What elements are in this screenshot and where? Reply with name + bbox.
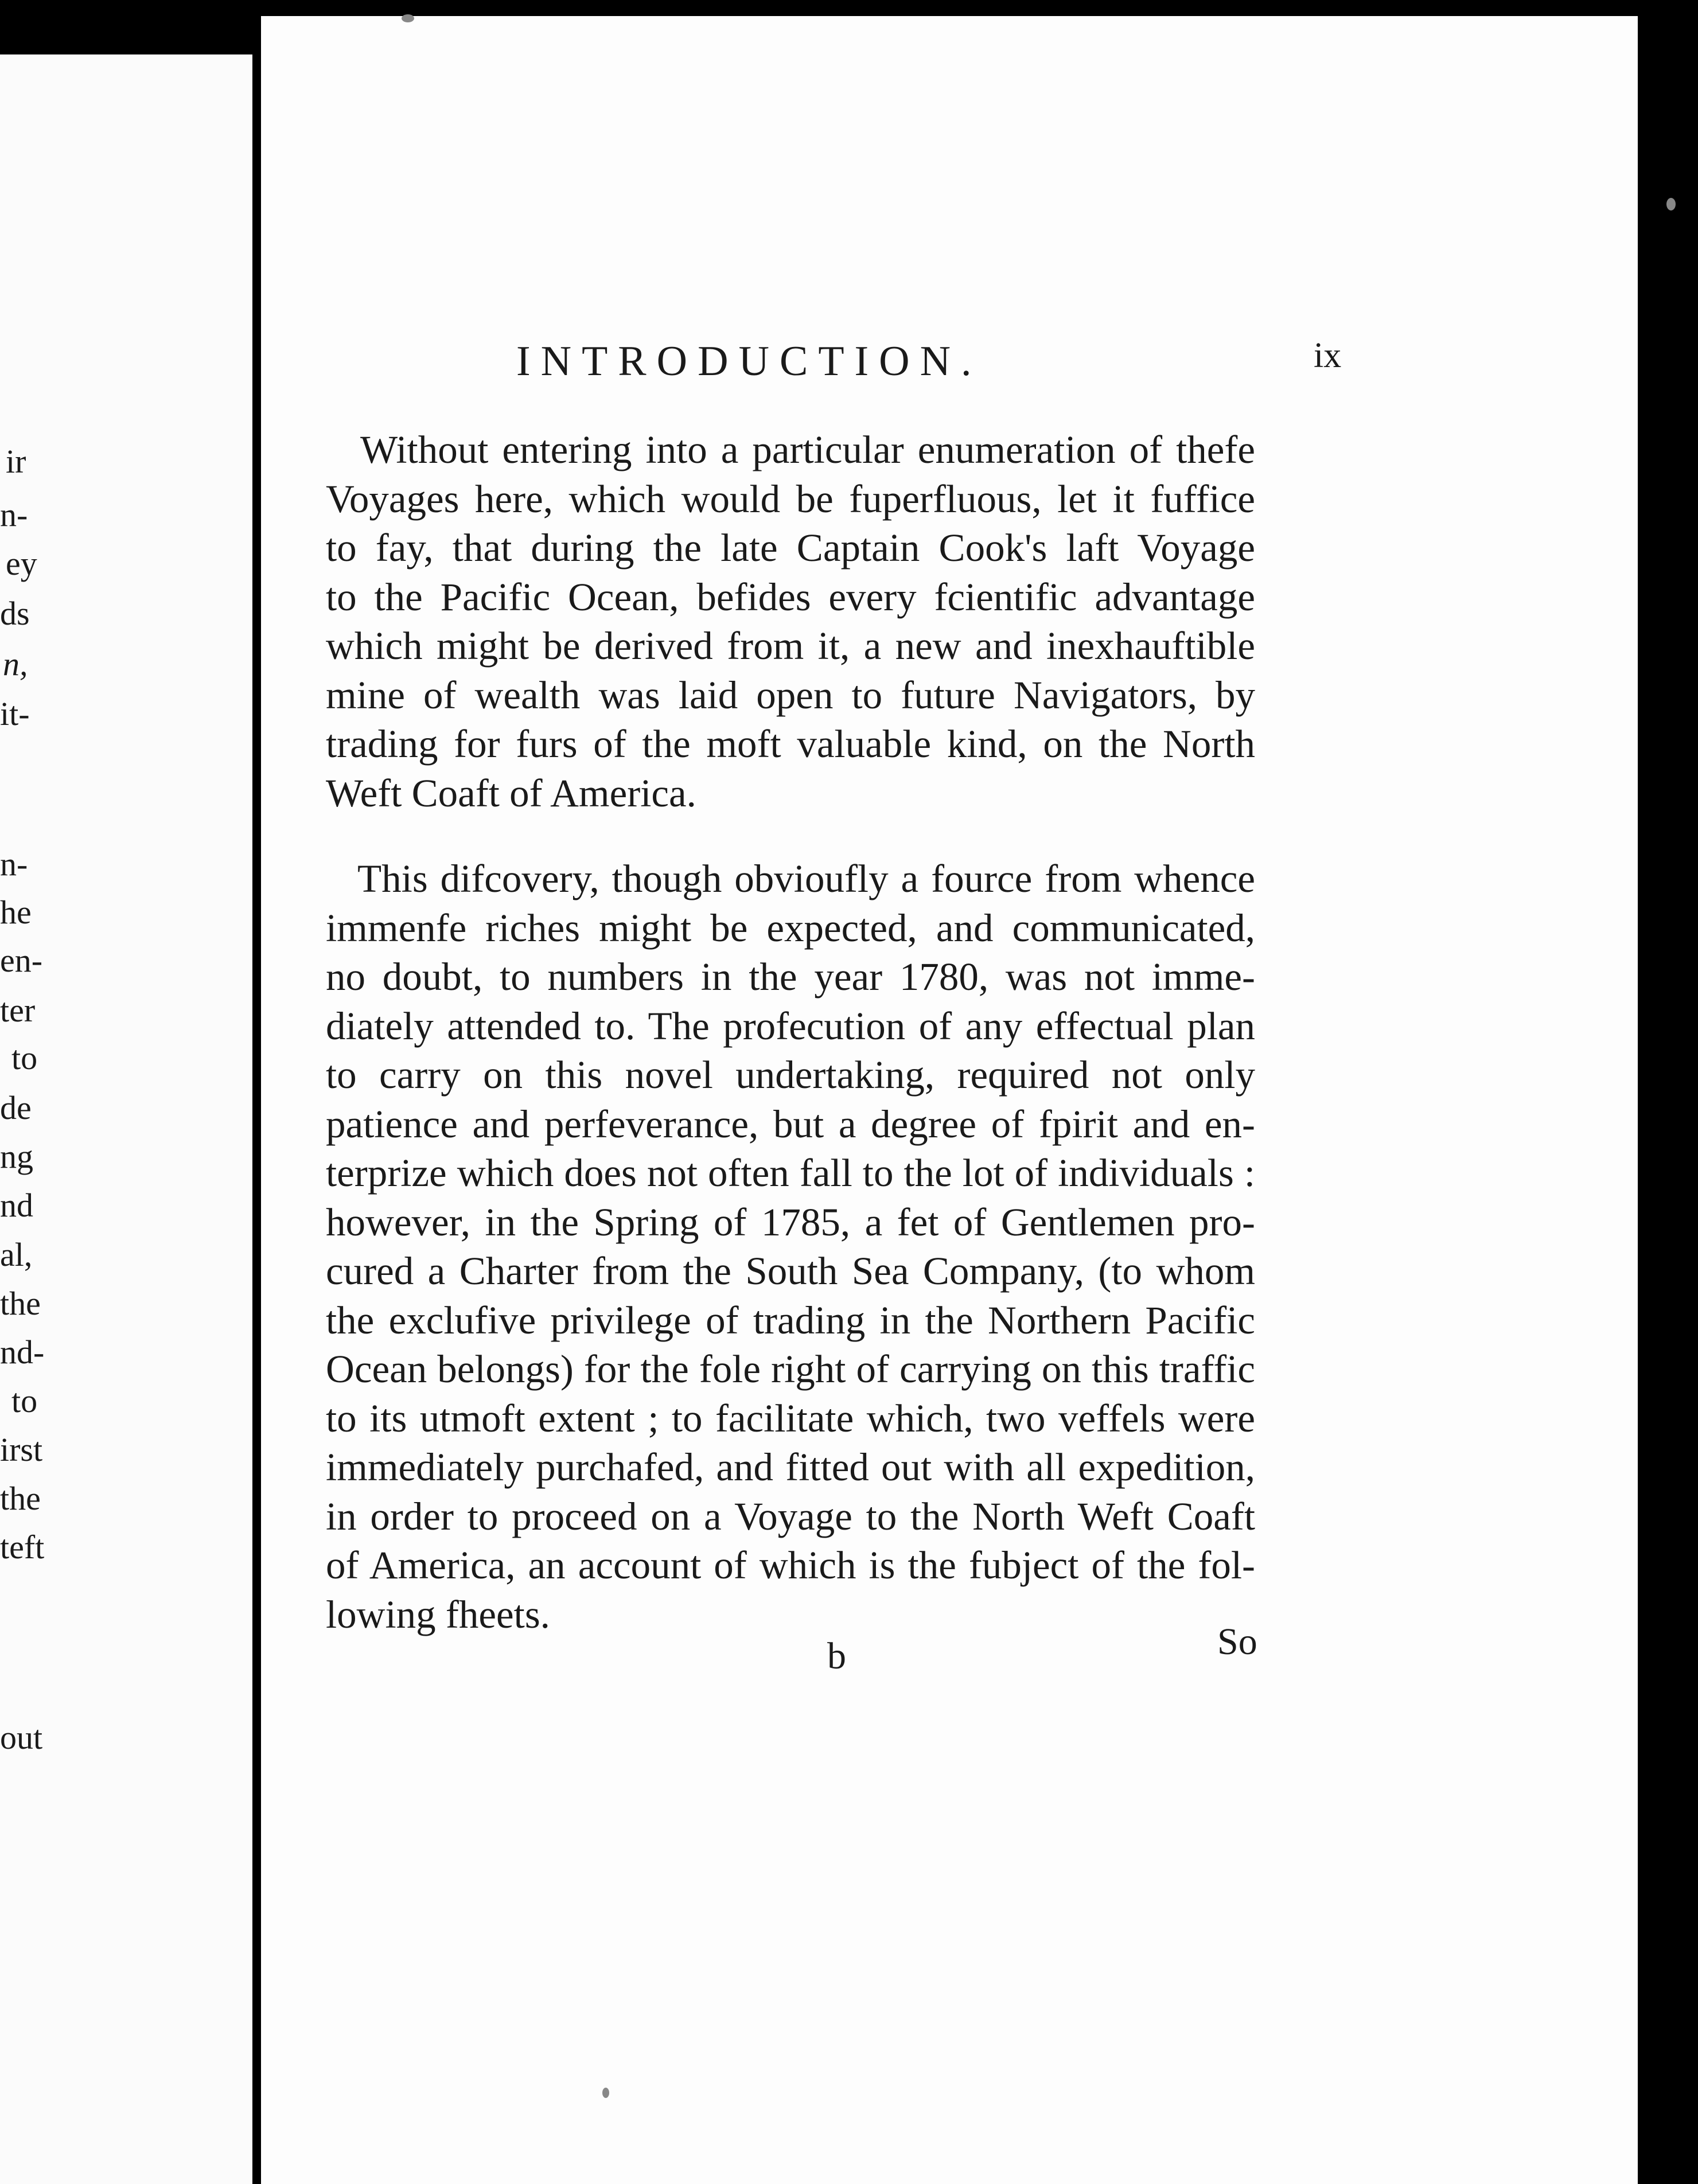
- margin-fragment: he: [0, 894, 32, 931]
- text-line: the exclufive privilege of trading in the Northern Pacific: [326, 1298, 1255, 1342]
- text-line: to the Pacific Ocean, befides every fcientific advantage: [326, 575, 1255, 619]
- text-line: Without entering into a particular enumeration of thefe: [360, 428, 1255, 471]
- paragraph: [326, 855, 1255, 1639]
- text-line: of America, an account of which is the fubject of the fol-: [326, 1543, 1255, 1587]
- margin-fragment: de: [0, 1089, 32, 1126]
- margin-fragment: the: [0, 1285, 41, 1322]
- text-line: Weft Coaft of America.: [326, 771, 696, 815]
- text-line: mine of wealth was laid open to future Navigators, by: [326, 673, 1255, 717]
- text-line: lowing fheets.: [326, 1592, 550, 1636]
- margin-fragment: to: [11, 1382, 38, 1419]
- margin-fragment: n-: [0, 496, 28, 533]
- page-number: ix: [1314, 336, 1342, 375]
- margin-fragment: teft: [0, 1528, 45, 1566]
- margin-fragment: ir: [6, 443, 26, 480]
- signature-mark: b: [827, 1635, 846, 1677]
- text-line: This difcovery, though obvioufly a fource from whence: [357, 857, 1255, 900]
- margin-fragment: nd: [0, 1187, 33, 1224]
- scan-border: [1638, 0, 1698, 2184]
- text-line: Ocean belongs) for the fole right of carrying on this traffic: [326, 1347, 1255, 1391]
- margin-fragment: nd-: [0, 1333, 45, 1371]
- text-line: diately attended to. The profecution of any effectual plan: [326, 1004, 1255, 1048]
- catchword: So: [1217, 1621, 1257, 1663]
- margin-fragment: en-: [0, 942, 43, 979]
- text-line: patience and perfeverance, but a degree of fpirit and en-: [326, 1102, 1255, 1146]
- text-line: to its utmoft extent ; to facilitate which, two veffels were: [326, 1396, 1255, 1440]
- text-line: to fay, that during the late Captain Cook's laft Voyage: [326, 526, 1255, 570]
- text-line: trading for furs of the moft valuable kind, on the North: [326, 722, 1255, 766]
- margin-fragment: ds: [0, 595, 30, 632]
- margin-fragment: to: [11, 1039, 38, 1077]
- text-line: immediately purchafed, and fitted out with all expedition,: [326, 1445, 1255, 1489]
- margin-fragment: ey: [6, 545, 37, 582]
- margin-fragment: n-: [0, 845, 28, 883]
- scan-speck: [1666, 198, 1676, 210]
- margin-fragment: ter: [0, 992, 36, 1029]
- margin-fragment: n,: [3, 645, 28, 682]
- text-line: however, in the Spring of 1785, a fet of Gentlemen pro-: [326, 1200, 1255, 1244]
- margin-fragment: al,: [0, 1236, 33, 1273]
- margin-fragment: irst: [0, 1431, 43, 1468]
- scan-speck: [402, 14, 414, 22]
- margin-fragment: it-: [0, 695, 30, 732]
- running-head: INTRODUCTION.: [516, 338, 982, 385]
- margin-fragment: the: [0, 1480, 41, 1517]
- margin-fragment: out: [0, 1719, 43, 1756]
- paragraph: [326, 426, 1255, 818]
- facing-page-fragment: [0, 54, 252, 2184]
- text-line: to carry on this novel undertaking, required not only: [326, 1053, 1255, 1097]
- text-line: terprize which does not often fall to the lot of individuals :: [326, 1151, 1255, 1195]
- scan-speck: [602, 2088, 609, 2098]
- text-line: no doubt, to numbers in the year 1780, was not imme-: [326, 955, 1255, 999]
- text-line: which might be derived from it, a new and inexhauftible: [326, 624, 1255, 668]
- text-line: Voyages here, which would be fuperfluous, let it fuffice: [326, 477, 1255, 521]
- text-line: cured a Charter from the South Sea Company, (to whom: [326, 1249, 1255, 1293]
- text-line: in order to proceed on a Voyage to the North Weft Coaft: [326, 1494, 1255, 1538]
- text-line: immenfe riches might be expected, and communicated,: [326, 906, 1255, 950]
- margin-fragment: ng: [0, 1138, 33, 1175]
